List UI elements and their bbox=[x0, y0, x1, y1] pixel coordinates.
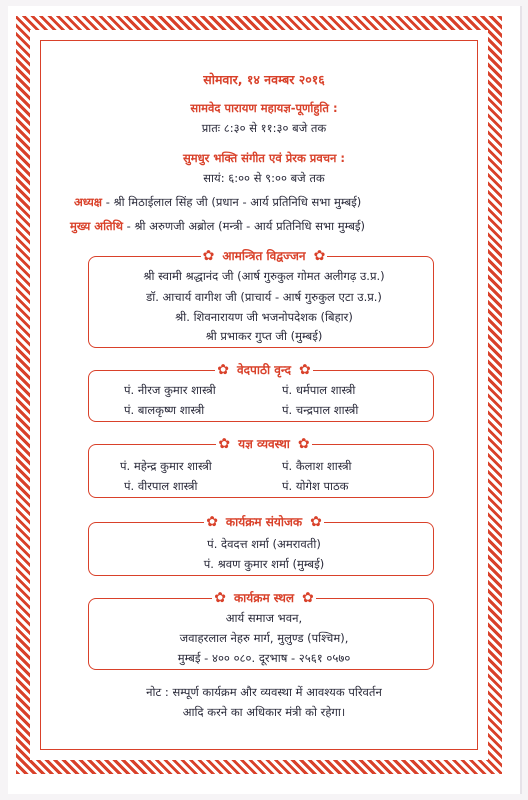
amantrit-item: श्री स्वामी श्रद्धानंद जी (आर्ष गुरुकुल गोमत अलीगढ़ उ.प्र.) bbox=[143, 269, 385, 283]
flower-ornament-icon: ✿ bbox=[214, 590, 226, 606]
atithi-row bbox=[70, 218, 365, 234]
yagya-left-item: पं. महेन्द्र कुमार शास्त्री bbox=[120, 459, 212, 473]
flower-ornament-icon: ✿ bbox=[302, 590, 314, 606]
flower-ornament-icon: ✿ bbox=[310, 514, 322, 530]
sthal-item: आर्य समाज भवन, bbox=[225, 611, 303, 625]
flower-ornament-icon: ✿ bbox=[297, 436, 310, 452]
note-line: आदि करने का अधिकार मंत्री को रहेगा। bbox=[182, 705, 346, 719]
adhyaksh-text: - श्री मिठाईलाल सिंह जी (प्रधान - आर्य प्रतिनिधि सभा मुम्बई) bbox=[105, 195, 362, 209]
sanyojak-header bbox=[0, 514, 528, 530]
bhakti-time: सायं: ६:०० से ९:०० बजे तक bbox=[203, 171, 325, 185]
amantrit-item: श्री प्रभाकर गुप्त जी (मुम्बई) bbox=[205, 329, 323, 343]
amantrit-item: श्री. शिवनारायण जी भजनोपदेशक (बिहार) bbox=[175, 310, 353, 324]
flower-ornament-icon: ✿ bbox=[218, 436, 231, 452]
flower-ornament-icon: ✿ bbox=[206, 514, 218, 530]
vedpathi-left-item: पं. बालकृष्ण शास्त्री bbox=[124, 403, 205, 417]
sthal-header bbox=[0, 590, 528, 606]
vedpathi-left-item: पं. नीरज कुमार शास्त्री bbox=[124, 383, 216, 397]
sthal-title: कार्यक्रम स्थल bbox=[228, 591, 300, 605]
flower-ornament-icon: ✿ bbox=[202, 248, 215, 264]
sthal-item: जवाहरलाल नेहरु मार्ग, मुलुण्ड (पश्चिम), bbox=[179, 631, 349, 645]
vedpathi-right-item: पं. धर्मपाल शास्त्री bbox=[282, 383, 356, 397]
amantrit-item: डॉ. आचार्य वागीश जी (प्राचार्य - आर्ष गुरुकुल एटा उ.प्र.) bbox=[146, 290, 382, 304]
atithi-label: मुख्य अतिथि bbox=[70, 219, 123, 233]
atithi-text: - श्री अरुणजी अब्रोल (मन्त्री - आर्य प्रतिनिधि सभा मुम्बई) bbox=[126, 219, 366, 233]
samaved-title: सामवेद पारायण महायज्ञ-पूर्णाहुति : bbox=[190, 101, 338, 115]
flower-ornament-icon: ✿ bbox=[313, 248, 326, 264]
amantrit-header bbox=[0, 248, 528, 264]
flower-ornament-icon: ✿ bbox=[217, 362, 229, 378]
yagya-header bbox=[0, 436, 528, 452]
samaved-time: प्रातः ८:३० से ११:३० बजे तक bbox=[201, 121, 327, 135]
vedpathi-title: वेदपाठी वृन्द bbox=[231, 363, 297, 377]
vedpathi-header bbox=[0, 362, 528, 378]
yagya-right-item: पं. योगेश पाठक bbox=[282, 479, 349, 493]
adhyaksh-label: अध्यक्ष bbox=[74, 195, 103, 209]
sanyojak-item: पं. देवदत्त शर्मा (अमरावती) bbox=[207, 537, 321, 551]
sthal-item: मुम्बई - ४०० ०८०. दूरभाष - २५६१ ०५७० bbox=[177, 651, 351, 665]
adhyaksh-row bbox=[74, 194, 361, 210]
yagya-left-item: पं. वीरपाल शास्त्री bbox=[124, 479, 198, 493]
yagya-title: यज्ञ व्यवस्था bbox=[232, 437, 296, 451]
vedpathi-right-item: पं. चन्द्रपाल शास्त्री bbox=[282, 403, 359, 417]
amantrit-title: आमन्त्रित विद्वज्जन bbox=[216, 249, 311, 263]
flower-ornament-icon: ✿ bbox=[298, 362, 311, 378]
yagya-right-item: पं. कैलाश शास्त्री bbox=[282, 459, 352, 473]
sanyojak-title: कार्यक्रम संयोजक bbox=[220, 515, 308, 529]
note-line: नोट : सम्पूर्ण कार्यक्रम और व्यवस्था में आवश्यक परिवर्तन bbox=[146, 685, 382, 699]
bhakti-title: सुमधुर भक्ति संगीत एवं प्रेरक प्रवचन : bbox=[182, 151, 346, 165]
event-date: सोमवार, १४ नवम्बर २०१६ bbox=[203, 72, 325, 87]
sanyojak-item: पं. श्रवण कुमार शर्मा (मुम्बई) bbox=[203, 557, 325, 571]
